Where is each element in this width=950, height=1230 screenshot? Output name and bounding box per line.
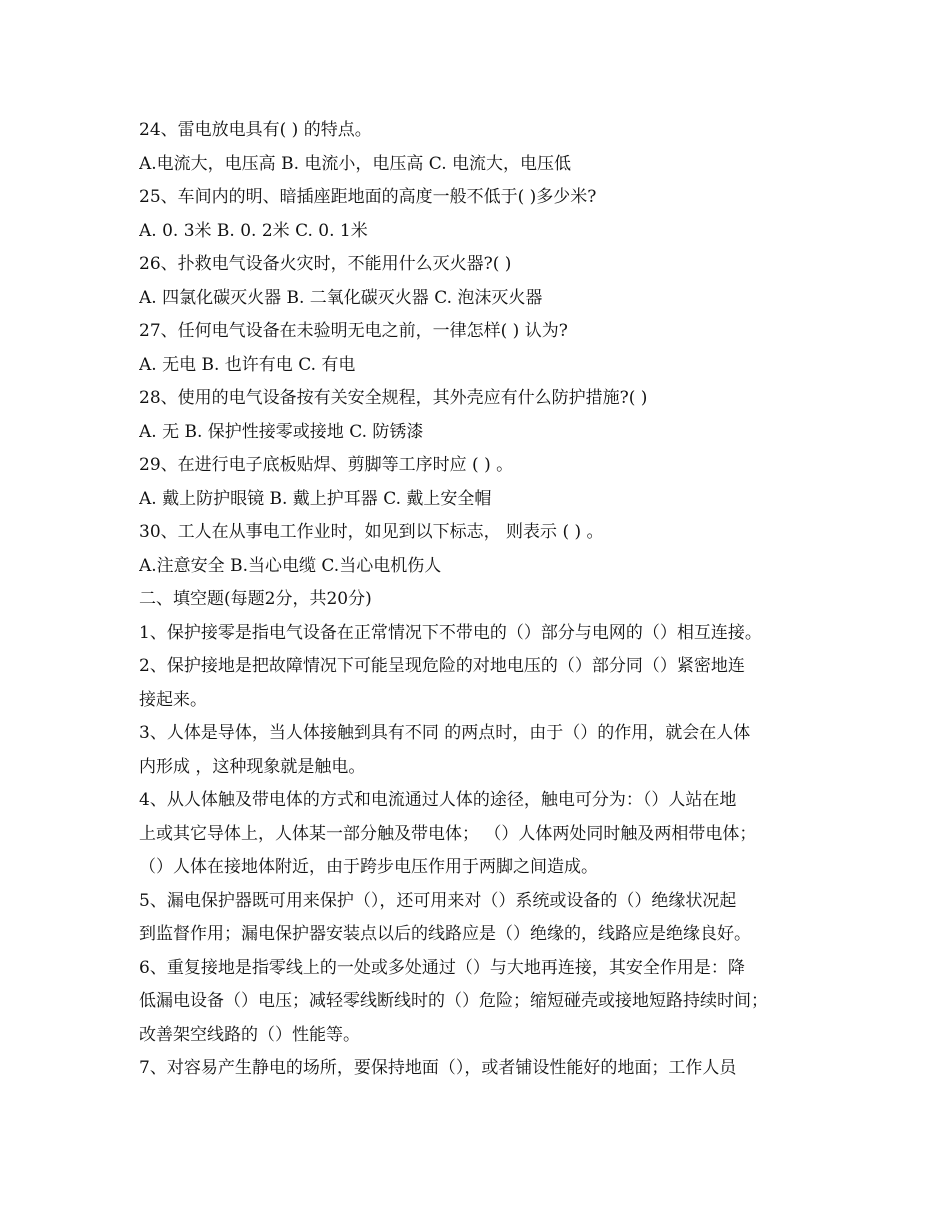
- fill-in-3-line-2: 内形成 ，这种现象就是触电。: [139, 756, 366, 777]
- fill-in-1: 1、保护接零是指电气设备在正常情况下不带电的（）部分与电网的（）相互连接。: [139, 622, 762, 643]
- question-29-options: A. 戴上防护眼镜 B. 戴上护耳器 C. 戴上安全帽: [139, 488, 492, 509]
- question-24-options: A.电流大，电压高 B. 电流小，电压高 C. 电流大，电压低: [139, 153, 571, 174]
- fill-in-3-line-1: 3、人体是导体，当人体接触到具有不同 的两点时，由于（）的作用，就会在人体: [139, 723, 751, 743]
- question-25: 25、车间内的明、暗插座距地面的高度一般不低于( )多少米?: [139, 187, 597, 207]
- section-heading-fill-in: 二、填空题(每题2分，共20分): [139, 589, 372, 609]
- fill-in-4-line-1: 4、从人体触及带电体的方式和电流通过人体的途径，触电可分为：（）人站在地: [139, 790, 737, 810]
- question-24: 24、雷电放电具有( ) 的特点。: [139, 120, 372, 140]
- fill-in-6-line-2: 低漏电设备（）电压；减轻零线断线时的（）危险；缩短碰壳或接地短路持续时间；: [139, 991, 768, 1011]
- fill-in-4-line-2: 上或其它导体上，人体某一部分触及带电体； （）人体两处同时触及两相带电体；: [139, 823, 757, 844]
- fill-in-2-line-2: 接起来。: [139, 689, 207, 710]
- fill-in-7-line-1: 7、对容易产生静电的场所，要保持地面（），或者铺设性能好的地面；工作人员: [139, 1058, 737, 1078]
- question-29: 29、在进行电子底板贴焊、剪脚等工序时应 ( ) 。: [139, 455, 514, 475]
- fill-in-4-line-3: （）人体在接地体附近，由于跨步电压作用于两脚之间造成。: [139, 857, 598, 877]
- question-30-options: A.注意安全 B.当心电缆 C.当心电机伤人: [139, 555, 442, 576]
- question-26: 26、扑救电气设备火灾时，不能用什么灭火器?( ): [139, 254, 512, 274]
- fill-in-2-line-1: 2、保护接地是把故障情况下可能呈现危险的对地电压的（）部分同（）紧密地连: [139, 656, 745, 676]
- fill-in-5-line-1: 5、漏电保护器既可用来保护（），还可用来对（）系统或设备的（）绝缘状况起: [139, 890, 737, 911]
- question-27-options: A. 无电 B. 也许有电 C. 有电: [139, 354, 356, 375]
- question-28: 28、使用的电气设备按有关安全规程，其外壳应有什么防护措施?( ): [139, 388, 648, 408]
- question-26-options: A. 四氯化碳灭火器 B. 二氧化碳灭火器 C. 泡沫灭火器: [139, 287, 543, 308]
- question-30: 30、工人在从事电工作业时，如见到以下标志， 则表示 ( ) 。: [139, 522, 604, 542]
- question-28-options: A. 无 B. 保护性接零或接地 C. 防锈漆: [139, 421, 424, 442]
- fill-in-5-line-2: 到监督作用；漏电保护器安装点以后的线路应是（）绝缘的，线路应是绝缘良好。: [139, 924, 751, 944]
- question-25-options: A. 0. 3米 B. 0. 2米 C. 0. 1米: [139, 220, 368, 241]
- fill-in-6-line-1: 6、重复接地是指零线上的一处或多处通过（）与大地再连接，其安全作用是：降: [139, 957, 745, 978]
- document-body: [139, 114, 829, 1086]
- fill-in-6-line-3: 改善架空线路的（）性能等。: [139, 1024, 360, 1045]
- question-27: 27、任何电气设备在未验明无电之前，一律怎样( ) 认为?: [139, 321, 568, 341]
